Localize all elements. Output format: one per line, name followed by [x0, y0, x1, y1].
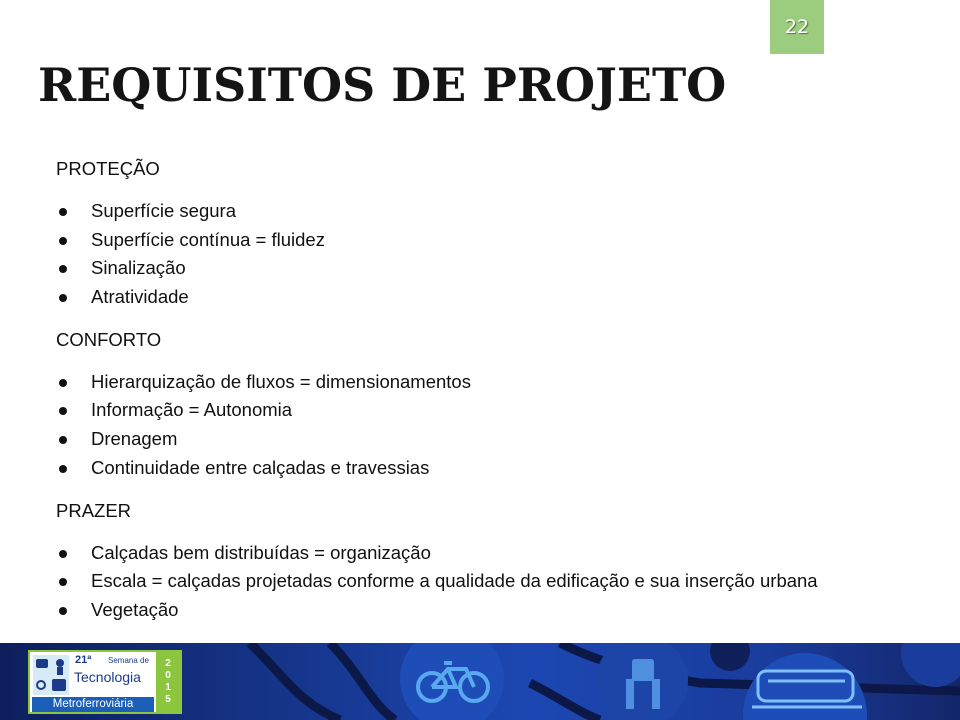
logo-year-digit: 1	[165, 682, 171, 693]
logo-year-digit: 5	[165, 694, 171, 705]
logo-year	[156, 652, 180, 712]
list-item	[56, 425, 936, 454]
bullet-icon	[59, 578, 67, 586]
bullet-list-conforto	[56, 368, 936, 483]
section-heading-prazer: PRAZER	[56, 499, 132, 521]
bullet-icon	[59, 550, 67, 558]
pedestrian-circle	[596, 643, 688, 720]
logo-tecnologia: Tecnologia	[74, 669, 141, 685]
logo-edition: 21ª	[75, 654, 92, 666]
list-item	[56, 197, 936, 226]
list-item	[56, 226, 936, 255]
list-item	[56, 368, 936, 397]
logo-year-digit: 0	[165, 670, 171, 681]
bullet-icon	[59, 265, 67, 273]
bullet-icon	[59, 379, 67, 387]
list-item	[56, 396, 936, 425]
list-item-text: Drenagem	[91, 428, 178, 450]
list-item	[56, 254, 936, 283]
train-circle	[743, 653, 867, 720]
list-item-text: Vegetação	[91, 598, 179, 620]
list-item-text: Calçadas bem distribuídas = organização	[91, 541, 431, 563]
bullet-icon	[59, 294, 67, 302]
list-item-text: Escala = calçadas projetadas conforme a qualidade da edificação e sua inserção urbana	[91, 570, 818, 592]
bullet-icon	[59, 465, 67, 473]
list-item-text: Superfície segura	[91, 200, 237, 221]
event-logo	[28, 650, 182, 714]
bullet-icon	[59, 607, 67, 615]
list-item-text: Informação = Autonomia	[91, 399, 293, 421]
list-item-text: Atratividade	[91, 286, 189, 308]
bullet-icon	[59, 208, 67, 216]
bus-circle	[901, 643, 960, 687]
bullet-list-protecao	[56, 197, 936, 312]
list-item	[56, 283, 936, 312]
bullet-list-prazer	[56, 539, 936, 625]
list-item-text: Hierarquização de fluxos = dimensionamentos	[91, 370, 471, 392]
route-line	[330, 643, 395, 720]
slide-title: REQUISITOS DE PROJETO	[38, 58, 727, 112]
list-item	[56, 454, 936, 483]
list-item	[56, 539, 936, 568]
slide-number-badge: 22	[770, 0, 824, 54]
section-heading-protecao: PROTEÇÃO	[56, 158, 160, 179]
list-item-text: Superfície contínua = fluidez	[91, 228, 325, 250]
list-item-text: Sinalização	[91, 257, 186, 279]
bullet-icon	[59, 237, 67, 245]
list-item	[56, 596, 936, 625]
route-line	[250, 643, 340, 720]
transit-pictogram-icon	[33, 655, 69, 695]
list-item	[56, 567, 936, 596]
bullet-icon	[59, 407, 67, 415]
logo-year-digit: 2	[165, 658, 171, 669]
logo-semana: Semana de	[108, 656, 149, 665]
dark-circle	[710, 643, 750, 671]
bullet-icon	[59, 436, 67, 444]
slide-content	[56, 155, 936, 639]
list-item-text: Continuidade entre calçadas e travessias	[91, 456, 430, 478]
section-heading-conforto: CONFORTO	[56, 328, 162, 350]
logo-metro: Metroferroviária	[32, 697, 154, 712]
route-line	[530, 683, 600, 720]
